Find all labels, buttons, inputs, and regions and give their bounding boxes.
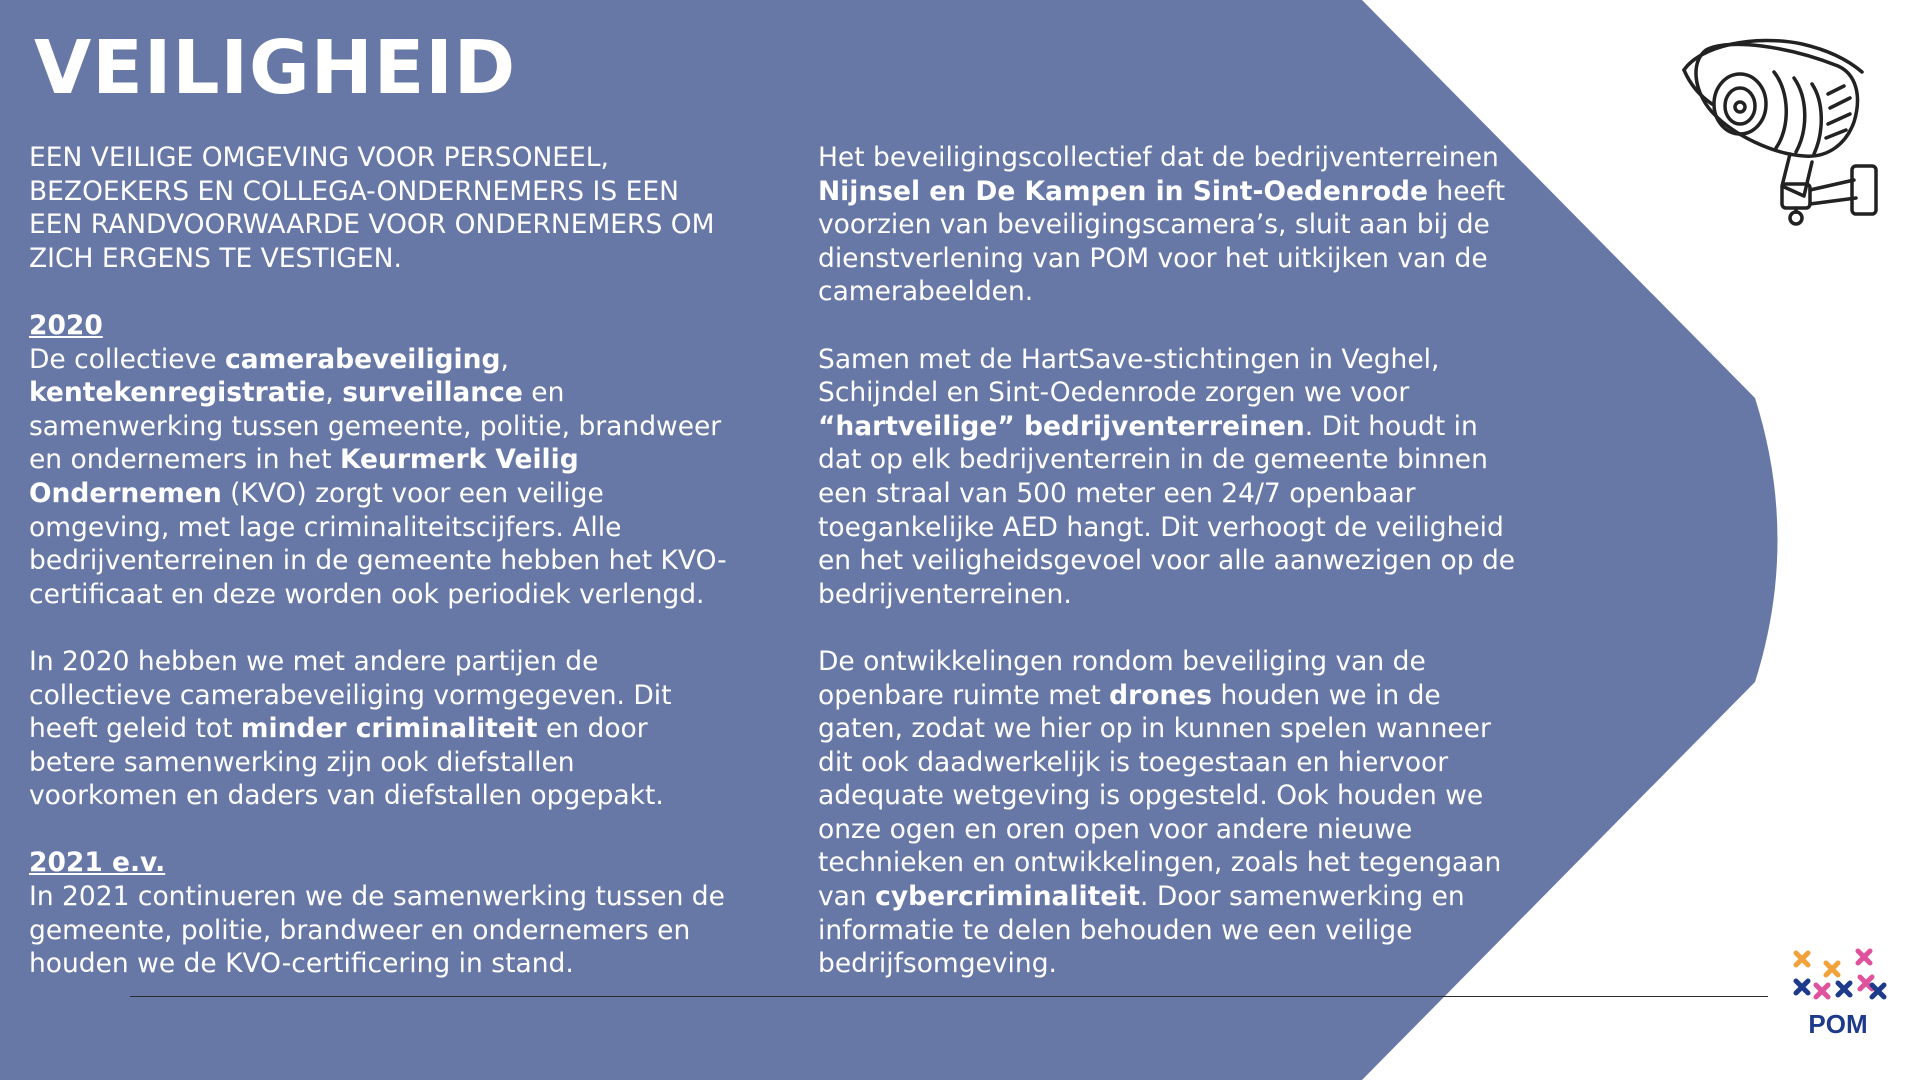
text-line: gemeente, politie, brandweer en ondernemers en xyxy=(29,914,691,946)
text-line: technieken en ontwikkelingen, zoals het tegengaan xyxy=(818,847,1502,879)
right-column xyxy=(818,141,1578,981)
paragraph-2020-cameras xyxy=(29,645,789,813)
text-line: voorzien van beveiligingscamera’s, sluit aan bij de xyxy=(818,209,1490,241)
intro-paragraph xyxy=(29,141,789,275)
text-line: dat op elk bedrijventerrein in de gemeente binnen xyxy=(818,444,1488,476)
text-line: Het beveiligingscollectief dat de bedrijventerreinen xyxy=(818,142,1499,173)
paragraph-hartsave xyxy=(818,343,1578,612)
text-line: dit ook daadwerkelijk is toegestaan en hiervoor xyxy=(818,746,1449,778)
text-line: samenwerking tussen gemeente, politie, brandweer xyxy=(29,410,722,442)
left-column xyxy=(29,141,789,981)
intro-line: ZICH ERGENS TE VESTIGEN. xyxy=(29,242,402,274)
text-line: collectieve camerabeveiliging vormgegeven. Dit xyxy=(29,679,672,711)
intro-line: EEN VEILIGE OMGEVING VOOR PERSONEEL, xyxy=(29,142,609,173)
section-heading-2020: 2020 xyxy=(29,309,103,341)
section-heading-2021: 2021 e.v. xyxy=(29,847,166,879)
text-line: Ondernemen (KVO) zorgt voor een veilige xyxy=(29,477,604,509)
text-line: omgeving, met lage criminaliteitscijfers. Alle xyxy=(29,511,622,543)
text-line: betere samenwerking zijn ook diefstallen xyxy=(29,746,575,778)
text-line: Schijndel en Sint-Oedenrode zorgen we voor xyxy=(818,377,1410,409)
text-line: informatie te delen behouden we een veilige xyxy=(818,914,1413,946)
page-title: VEILIGHEID xyxy=(34,25,517,111)
text-line: “hartveilige” bedrijventerreinen. Dit houdt in xyxy=(818,410,1478,442)
paragraph-drones-cyber xyxy=(818,645,1578,981)
text-line: toegankelijke AED hangt. Dit verhoogt de veiligheid xyxy=(818,511,1504,543)
text-line: adequate wetgeving is opgesteld. Ook houden we xyxy=(818,780,1484,812)
text-line: en het veiligheidsgevoel voor alle aanwezigen op de xyxy=(818,545,1516,577)
pom-logo-mark-icon xyxy=(1788,945,1888,1005)
text-line: De collectieve camerabeveiliging, xyxy=(29,343,509,375)
text-line: bedrijventerreinen in de gemeente hebben het KVO- xyxy=(29,545,727,577)
text-line: dienstverlening van POM voor het uitkijken van de xyxy=(818,242,1488,274)
text-line: De ontwikkelingen rondom beveiliging van de xyxy=(818,645,1426,677)
text-line: heeft geleid tot minder criminaliteit en door xyxy=(29,713,648,745)
text-line: bedrijventerreinen. xyxy=(818,578,1072,610)
text-line: gaten, zodat we hier op in kunnen spelen wanneer xyxy=(818,713,1491,745)
text-line: In 2020 hebben we met andere partijen de xyxy=(29,645,599,677)
text-line: bedrijfsomgeving. xyxy=(818,948,1057,980)
intro-line: BEZOEKERS EN COLLEGA-ONDERNEMERS IS EEN xyxy=(29,175,679,207)
text-line: openbare ruimte met drones houden we in de xyxy=(818,679,1441,711)
security-camera-icon xyxy=(1678,34,1892,230)
intro-line: EEN RANDVOORWAARDE VOOR ONDERNEMERS OM xyxy=(29,209,715,241)
footer-divider xyxy=(130,996,1768,997)
text-line: Nijnsel en De Kampen in Sint-Oedenrode heeft xyxy=(818,175,1506,207)
text-line: Samen met de HartSave-stichtingen in Veghel, xyxy=(818,343,1440,375)
pom-logo xyxy=(1788,945,1888,1055)
pom-logo-text: POM xyxy=(1808,1009,1868,1039)
paragraph-2020 xyxy=(29,343,789,612)
text-line: certificaat en deze worden ook periodiek verlengd. xyxy=(29,578,705,610)
text-line: een straal van 500 meter een 24/7 openbaar xyxy=(818,477,1416,509)
text-line: van cybercriminaliteit. Door samenwerking en xyxy=(818,881,1465,913)
text-line: houden we de KVO-certificering in stand. xyxy=(29,948,574,980)
text-line: kentekenregistratie, surveillance en xyxy=(29,377,565,409)
text-line: en ondernemers in het Keurmerk Veilig xyxy=(29,444,579,476)
text-line: onze ogen en oren open voor andere nieuwe xyxy=(818,813,1413,845)
text-line: In 2021 continueren we de samenwerking tussen de xyxy=(29,881,725,913)
paragraph-2021 xyxy=(29,880,789,981)
paragraph-security-collective xyxy=(818,141,1578,309)
text-line: voorkomen en daders van diefstallen opgepakt. xyxy=(29,780,664,812)
text-line: camerabeelden. xyxy=(818,276,1034,308)
